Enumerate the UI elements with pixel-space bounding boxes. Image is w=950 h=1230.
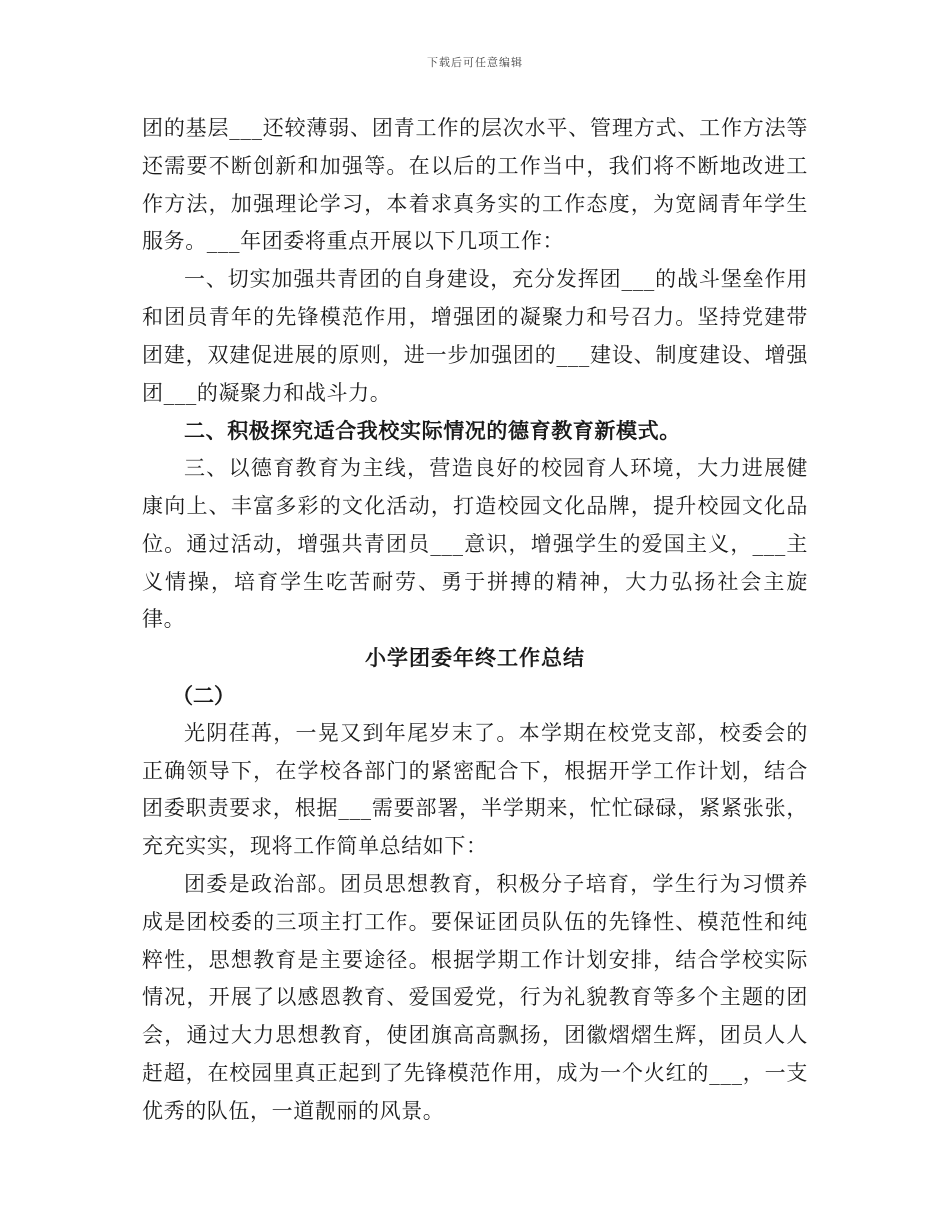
- paragraph-5: 光阴荏苒，一晃又到年尾岁末了。本学期在校党支部，校委会的正确领导下，在学校各部门的紧密配合下，根据开学工作计划，结合团委职责要求，根据___需要部署，半学期来，忙忙碌碌，紧紧张张，充充实实，现将工作简单总结如下：: [142, 720, 808, 859]
- paragraph-3-bold: 二、积极探究适合我校实际情况的德育教育新模式。: [184, 418, 681, 444]
- section-subtitle: （二）: [172, 682, 235, 708]
- paragraph-4: 三、以德育教育为主线，营造良好的校园育人环境，大力进展健康向上、丰富多彩的文化活动，打造校园文化品牌，提升校园文化品位。通过活动，增强共青团员___意识，增强学生的爱国主义，___主义情操，培育学生吃苦耐劳、勇于拼搏的精神，大力弘扬社会主旋律。: [142, 456, 808, 632]
- section-title: 小学团委年终工作总结: [365, 645, 585, 671]
- document-body: [142, 110, 808, 1131]
- paragraph-1: 团的基层___还较薄弱、团青工作的层次水平、管理方式、工作方法等还需要不断创新和加强等。在以后的工作当中，我们将不断地改进工作方法，加强理论学习，本着求真务实的工作态度，为宽阔青年学生服务。___年团委将重点开展以下几项工作：: [142, 116, 808, 254]
- paragraph-6: 团委是政治部。团员思想教育，积极分子培育，学生行为习惯养成是团校委的三项主打工作。要保证团员队伍的先锋性、模范性和纯粹性，思想教育是主要途径。根据学期工作计划安排，结合学校实际情况，开展了以感恩教育、爱国爱党，行为礼貌教育等多个主题的团会，通过大力思想教育，使团旗高高飘扬，团徽熠熠生辉，团员人人赶超，在校园里真正起到了先锋模范作用，成为一个火红的___，一支优秀的队伍，一道靓丽的风景。: [142, 871, 808, 1123]
- page-header: 下载后可任意编辑: [427, 56, 523, 69]
- paragraph-2: 一、切实加强共青团的自身建设，充分发挥团___的战斗堡垒作用和团员青年的先锋模范作用，增强团的凝聚力和号召力。坚持党建带团建，双建促进展的原则，进一步加强团的___建设、制度建设、增强团___的凝聚力和战斗力。: [142, 267, 808, 405]
